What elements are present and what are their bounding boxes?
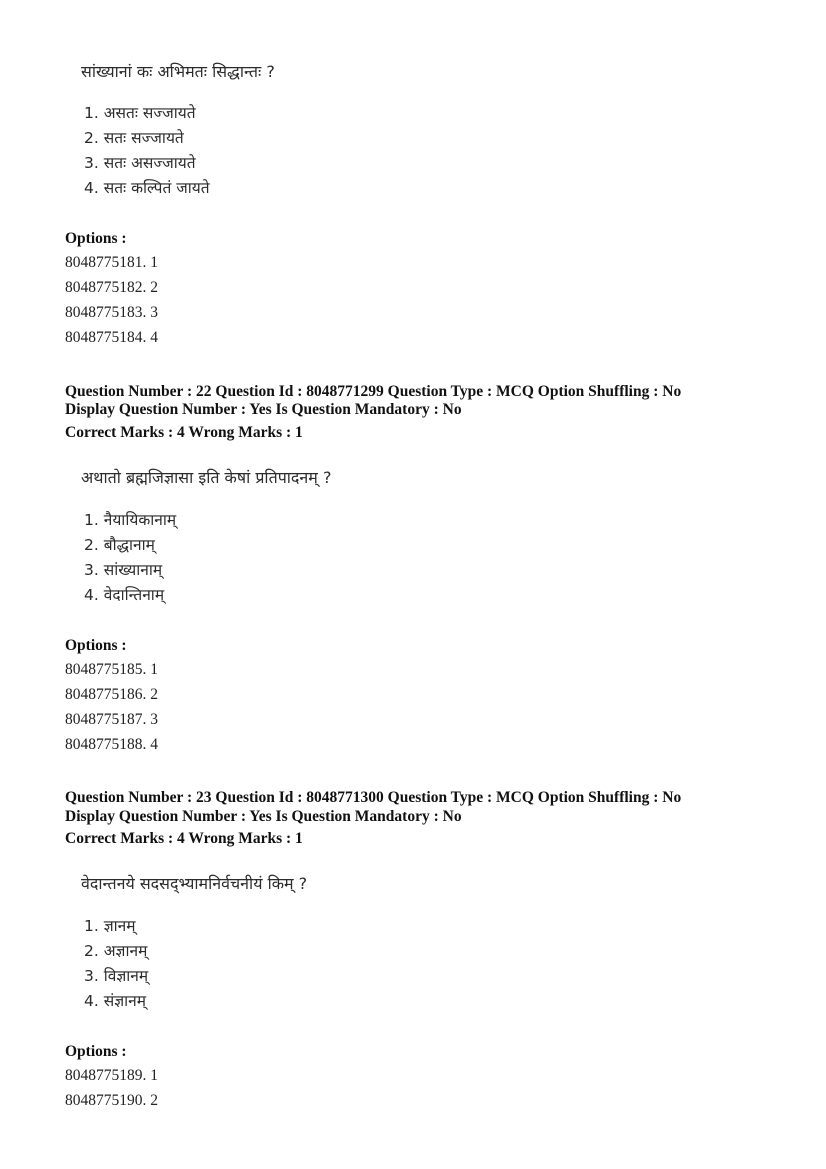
option-row: 8048775182. 2 [65, 279, 158, 296]
choice-4: 4. वेदान्तिनाम् [84, 586, 165, 604]
question-marks-line: Correct Marks : 4 Wrong Marks : 1 [65, 830, 303, 847]
option-row: 8048775188. 4 [65, 736, 158, 753]
choice-4: 4. संज्ञानम् [84, 992, 147, 1010]
option-row: 8048775184. 4 [65, 329, 158, 346]
choice-1: 1. असतः सज्जायते [84, 104, 196, 122]
choice-3: 3. सतः असज्जायते [84, 154, 196, 172]
option-row: 8048775183. 3 [65, 304, 158, 321]
options-heading: Options : [65, 230, 127, 247]
choice-2: 2. सतः सज्जायते [84, 129, 184, 147]
options-heading: Options : [65, 637, 127, 654]
option-row: 8048775181. 1 [65, 254, 158, 271]
question-text: अथातो ब्रह्मजिज्ञासा इति केषां प्रतिपादनम् ? [81, 468, 332, 487]
choice-1: 1. ज्ञानम् [84, 917, 136, 935]
question-meta-line: Question Number : 23 Question Id : 8048771300 Question Type : MCQ Option Shuffling : No [65, 789, 682, 806]
choice-4: 4. सतः कल्पितं जायते [84, 179, 210, 197]
option-row: 8048775186. 2 [65, 686, 158, 703]
option-row: 8048775187. 3 [65, 711, 158, 728]
question-meta-line: Display Question Number : Yes Is Question Mandatory : No [65, 401, 462, 418]
choice-2: 2. अज्ञानम् [84, 942, 148, 960]
option-row: 8048775189. 1 [65, 1067, 158, 1084]
question-marks-line: Correct Marks : 4 Wrong Marks : 1 [65, 424, 303, 441]
question-meta-line: Question Number : 22 Question Id : 8048771299 Question Type : MCQ Option Shuffling : No [65, 383, 682, 400]
option-row: 8048775185. 1 [65, 661, 158, 678]
options-heading: Options : [65, 1043, 127, 1060]
option-row: 8048775190. 2 [65, 1092, 158, 1109]
choice-3: 3. विज्ञानम् [84, 967, 149, 985]
question-text: वेदान्तनये सदसद्भ्यामनिर्वचनीयं किम् ? [81, 874, 308, 893]
choice-1: 1. नैयायिकानाम् [84, 511, 177, 529]
question-meta-line: Display Question Number : Yes Is Question Mandatory : No [65, 808, 462, 825]
choice-3: 3. सांख्यानाम् [84, 561, 163, 579]
choice-2: 2. बौद्धानाम् [84, 536, 155, 554]
question-text: सांख्यानां कः अभिमतः सिद्धान्तः ? [81, 62, 275, 81]
